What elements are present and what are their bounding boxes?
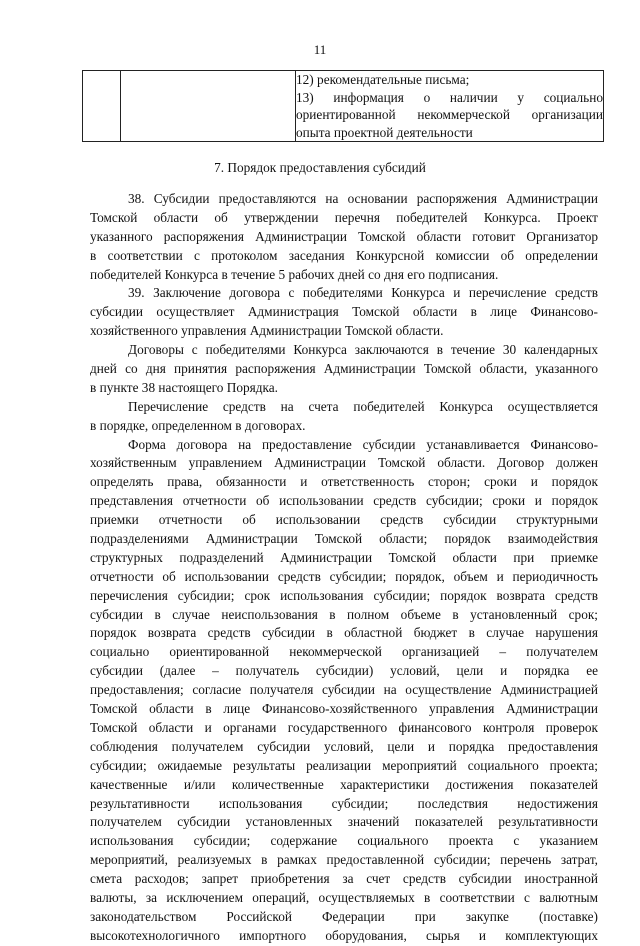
text-line: законодательством Российской Федерации при закупке (поставке) [90,908,598,924]
text-line: перечисления субсидии; срок использования субсидии; порядок возврата средств [90,587,598,603]
text-line: хозяйственным управлением Администрации Томской области. Договор должен [90,455,598,471]
text-line: 38. Субсидии предоставляются на основании распоряжения Администрации [128,191,598,206]
text-line: указанного распоряжения Администрации Томской области готовит Организатор [90,228,598,244]
text-line: получателем субсидии установленных значений показателей результативности [90,814,598,830]
text-line: субсидии; ожидаемые результаты реализации мероприятий социального проекта; [90,757,598,773]
text-line: Томской области об утверждении перечня победителей Конкурса. Проект [90,209,598,225]
text-line: Томской области и органами государственного финансового контроля проверок [90,719,598,735]
text-line: Форма договора на предоставление субсидии устанавливается Финансово- [128,436,598,452]
text-line: субсидии (далее – получатель субсидии) условий, цели и порядка ее [90,663,598,679]
text-line: субсидии в случае неиспользования в полном объеме в установленный срок; [90,606,598,622]
text-line: мероприятий, реализуемых в рамках предоставленной субсидии; перечень затрат, [90,852,598,868]
text-line: хозяйственного управления Администрации Томской области. [90,323,444,339]
text-line: высокотехнологичного импортного оборудования, сырья и комплектующих [90,927,598,943]
table-cell-number [83,71,121,142]
text-line: в пункте 38 настоящего Порядка. [90,379,278,395]
text-line: победителей Конкурса в течение 5 рабочих дней со дня его подписания. [90,266,499,282]
text-line: субсидии осуществляет Администрация Томской области в лице Финансово- [90,304,598,320]
text-line: результативности использования субсидии; последствия недостижения [90,795,598,811]
text-line: определять права, обязанности и ответственность сторон; сроки и порядок [90,474,598,490]
text-line: использования субсидии; содержание социального проекта с указанием [90,833,598,849]
text-line: Договоры с победителями Конкурса заключаются в течение 30 календарных [128,342,598,358]
text-line: в соответствии с протоколом заседания Конкурсной комиссии об определении [90,247,598,263]
text-line: дней со дня принятия распоряжения Администрации Томской области, указанного [90,361,598,377]
text-line: качественные и/или количественные характеристики достижения показателей [90,776,598,792]
text-line: структурных подразделений Администрации Томской области при приемке [90,549,598,565]
continued-table [82,70,604,142]
text-line: валюты, за исключением операций, осуществляемых в соответствии с валютным [90,889,598,905]
text-line: в порядке, определенном в договорах. [90,417,306,433]
page-number: 11 [313,42,327,57]
text-line: Перечисление средств на счета победителей Конкурса осуществляется [128,398,598,414]
text-line: порядок возврата средств субсидии в областной бюджет в случае нарушения [90,625,598,641]
text-line: соблюдения получателем субсидии условий, цели и порядка предоставления [90,738,598,754]
body-text [90,190,598,946]
text-line: подразделениями Администрации Томской области; порядок взаимодействия [90,531,598,547]
section-title: 7. Порядок предоставления субсидий [214,160,426,175]
text-line: социально ориентированной некоммерческой организацией – получателем [90,644,598,660]
table-line: 13) информация о наличии у социально [296,89,603,105]
text-line: Томской области в лице Финансово-хозяйственного управления Администрации [90,701,598,717]
text-line: отчетности об использовании средств субсидии; порядок, объем и периодичность [90,568,598,584]
table-line: 12) рекомендательные письма; [296,72,470,87]
text-line: представления отчетности об использовании средств субсидии; сроки и порядок [90,493,598,509]
text-line: приемки отчетности об использовании средств субсидии структурными [90,512,598,528]
text-line: 39. Заключение договора с победителями Конкурса и перечисление средств [128,285,598,301]
table-cell-name [121,71,296,142]
table-line: опыта проектной деятельности [296,124,473,140]
text-line: смета расходов; запрет приобретения за счет средств субсидии иностранной [90,871,598,887]
table-line: ориентированной некоммерческой организации [296,107,603,123]
text-line: предоставления; согласие получателя субсидии на осуществление Администрацией [90,682,598,698]
table-cell-documents [296,71,604,142]
table-row [83,71,604,142]
